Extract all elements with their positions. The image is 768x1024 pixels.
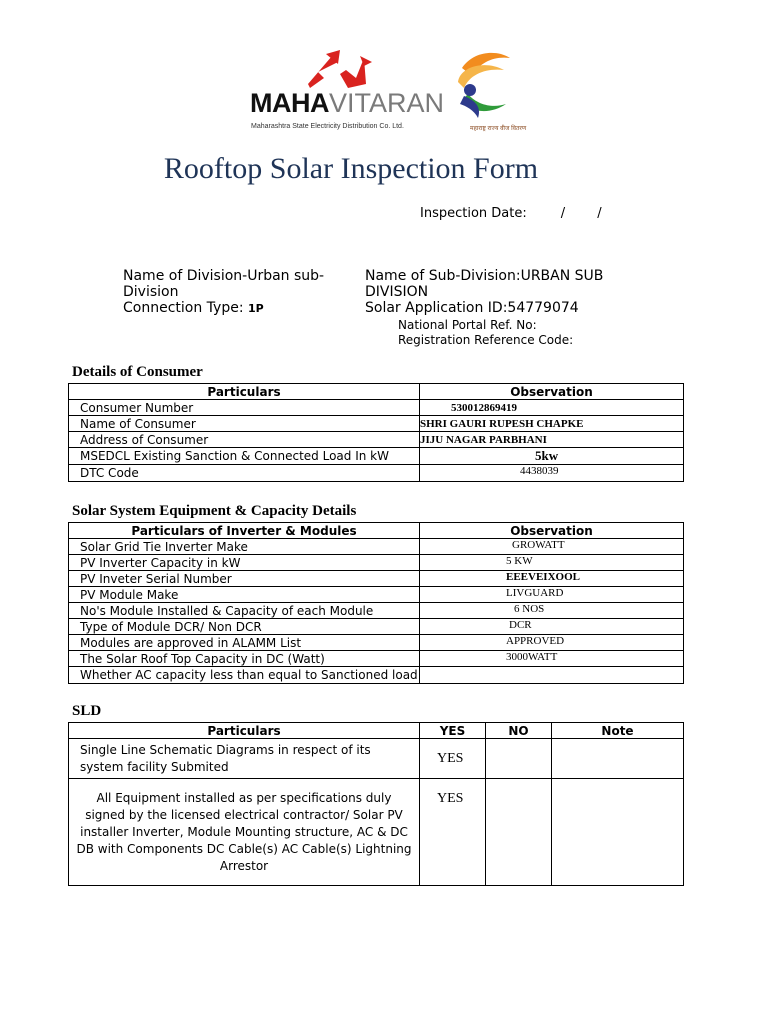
logo-tagline: महाराष्ट्र राज्य वीज वितरण xyxy=(470,126,527,132)
row-value: 6 NOS xyxy=(420,603,684,619)
row-label: No's Module Installed & Capacity of each Module xyxy=(69,603,420,619)
inspection-date-label: Inspection Date: xyxy=(420,206,527,221)
row-label: PV Inveter Serial Number xyxy=(69,571,420,587)
row-label: All Equipment installed as per specifications duly signed by the licensed electrical contractor/ Solar PV installer Inverter, Module Mounting structure, AC & DC DB with Components DC Cable(s) AC Cable(s) Lightning Arrestor xyxy=(69,779,420,886)
logo-wordmark-bold: MAHA xyxy=(250,88,329,118)
table-row xyxy=(69,739,684,779)
row-value: 4438039 xyxy=(420,465,684,482)
row-label: Single Line Schematic Diagrams in respect of its system facility Submited xyxy=(69,739,420,779)
sld-table-header xyxy=(69,723,684,739)
row-label: MSEDCL Existing Sanction & Connected Load In kW xyxy=(69,448,420,465)
row-label: PV Inverter Capacity in kW xyxy=(69,555,420,571)
row-label: Type of Module DCR/ Non DCR xyxy=(69,619,420,635)
table-row xyxy=(69,400,684,416)
row-note xyxy=(552,739,684,779)
consumer-section-heading: Details of Consumer xyxy=(72,364,203,380)
row-value: JIJU NAGAR PARBHANI xyxy=(420,432,684,448)
table-row xyxy=(69,635,684,651)
row-value: 530012869419 xyxy=(420,400,684,416)
solar-application-id: Solar Application ID:54779074 xyxy=(365,300,579,316)
row-yes: YES xyxy=(420,739,486,779)
row-value: EEEVEIXOOL xyxy=(420,571,684,587)
table-row xyxy=(69,555,684,571)
division-info xyxy=(123,268,353,317)
column-header: Particulars of Inverter & Modules xyxy=(69,523,420,539)
row-label: The Solar Roof Top Capacity in DC (Watt) xyxy=(69,651,420,667)
division-name-line2: Division xyxy=(123,284,179,300)
column-header: Particulars xyxy=(69,384,420,400)
table-row xyxy=(69,667,684,684)
row-label: Consumer Number xyxy=(69,400,420,416)
row-value xyxy=(420,667,684,684)
column-header: Observation xyxy=(420,523,684,539)
column-header: Particulars xyxy=(69,723,420,739)
table-row xyxy=(69,587,684,603)
subdivision-name-line2: DIVISION xyxy=(365,284,429,300)
row-value: 5kw xyxy=(420,448,684,465)
table-row xyxy=(69,432,684,448)
solar-table-header xyxy=(69,523,684,539)
logo-wordmark xyxy=(250,88,444,119)
subdivision-name-line1: Name of Sub-Division:URBAN SUB xyxy=(365,268,604,284)
connection-type xyxy=(123,300,353,317)
row-label: Name of Consumer xyxy=(69,416,420,432)
registration-ref-code: Registration Reference Code: xyxy=(398,333,574,347)
row-value: APPROVED xyxy=(420,635,684,651)
row-label: DTC Code xyxy=(69,465,420,482)
row-value: 3000WATT xyxy=(420,651,684,667)
sld-table xyxy=(68,722,684,886)
consumer-table xyxy=(68,383,684,482)
table-row xyxy=(69,448,684,465)
table-row xyxy=(69,619,684,635)
inspection-date xyxy=(420,206,602,221)
row-label: Modules are approved in ALAMM List xyxy=(69,635,420,651)
row-yes: YES xyxy=(420,779,486,886)
tricolor-emblem-icon xyxy=(458,53,510,118)
subdivision-info xyxy=(365,268,655,316)
table-row xyxy=(69,571,684,587)
national-portal-ref: National Portal Ref. No: xyxy=(398,318,537,332)
page-title: Rooftop Solar Inspection Form xyxy=(163,152,539,185)
column-header: Note xyxy=(552,723,684,739)
logo-subtitle: Maharashtra State Electricity Distribution Co. Ltd. xyxy=(251,123,404,130)
row-value: SHRI GAURI RUPESH CHAPKE xyxy=(420,416,684,432)
connection-type-value: 1P xyxy=(248,302,264,315)
connection-type-label: Connection Type: xyxy=(123,300,244,316)
table-row xyxy=(69,465,684,482)
consumer-table-header xyxy=(69,384,684,400)
row-value: LIVGUARD xyxy=(420,587,684,603)
table-row xyxy=(69,651,684,667)
column-header: YES xyxy=(420,723,486,739)
table-row xyxy=(69,779,684,886)
row-value: 5 KW xyxy=(420,555,684,571)
table-row xyxy=(69,539,684,555)
solar-equipment-table xyxy=(68,522,684,684)
table-row xyxy=(69,416,684,432)
column-header: Observation xyxy=(420,384,684,400)
division-name-line1: Name of Division-Urban sub- xyxy=(123,268,325,284)
row-note xyxy=(552,779,684,886)
row-label: Address of Consumer xyxy=(69,432,420,448)
solar-section-heading: Solar System Equipment & Capacity Details xyxy=(72,503,357,519)
lightning-arrows-icon xyxy=(308,50,372,88)
table-row xyxy=(69,603,684,619)
column-header: NO xyxy=(486,723,552,739)
row-label: PV Module Make xyxy=(69,587,420,603)
row-value: GROWATT xyxy=(420,539,684,555)
row-value: DCR xyxy=(420,619,684,635)
row-no xyxy=(486,739,552,779)
logo-wordmark-light: VITARAN xyxy=(329,88,445,118)
inspection-date-value: / / xyxy=(560,206,602,221)
sld-section-heading: SLD xyxy=(72,703,102,719)
row-no xyxy=(486,779,552,886)
row-label: Whether AC capacity less than equal to Sanctioned load xyxy=(69,667,420,684)
row-label: Solar Grid Tie Inverter Make xyxy=(69,539,420,555)
